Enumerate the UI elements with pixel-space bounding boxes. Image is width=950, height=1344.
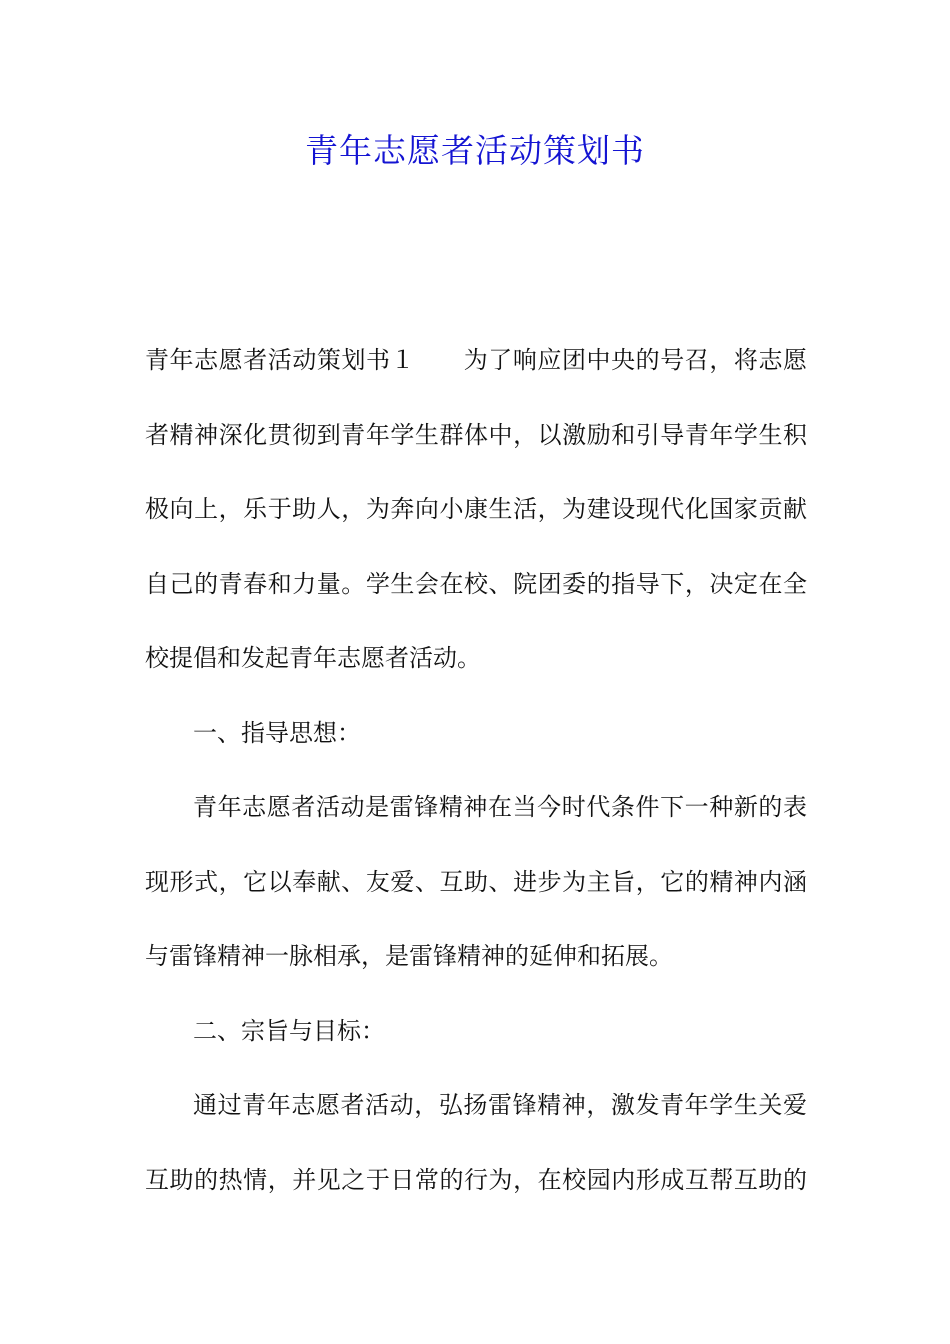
section-heading: 一、指导思想： (193, 718, 361, 747)
paragraph-line: 现形式，它以奉献、友爱、互助、进步为主旨，它的精神内涵 (145, 867, 807, 896)
document-body (145, 334, 807, 1228)
paragraph-line: 校提倡和发起青年志愿者活动。 (145, 644, 481, 672)
paragraph-line: 自己的青春和力量。学生会在校、院团委的指导下，决定在全 (145, 569, 807, 598)
paragraph-line: 者精神深化贯彻到青年学生群体中，以激励和引导青年学生积 (145, 420, 807, 449)
section-heading: 青年志愿者活动策划书１ (145, 346, 416, 374)
paragraph-line: 极向上，乐于助人，为奔向小康生活，为建设现代化国家贡献 (145, 495, 807, 523)
paragraph-text: 为了响应团中央的号召，将志愿 (463, 346, 808, 374)
paragraph-line (145, 334, 807, 409)
document-title: 青年志愿者活动策划书 (305, 131, 645, 170)
paragraph-line: 互助的热情，并见之于日常的行为，在校园内形成互帮互助的 (145, 1165, 807, 1194)
paragraph-line: 通过青年志愿者活动，弘扬雷锋精神，激发青年学生关爱 (193, 1091, 807, 1119)
paragraph-line: 与雷锋精神一脉相承，是雷锋精神的延伸和拓展。 (145, 942, 673, 970)
section-heading: 二、宗旨与目标： (193, 1016, 385, 1045)
paragraph-line: 青年志愿者活动是雷锋精神在当今时代条件下一种新的表 (193, 793, 807, 821)
